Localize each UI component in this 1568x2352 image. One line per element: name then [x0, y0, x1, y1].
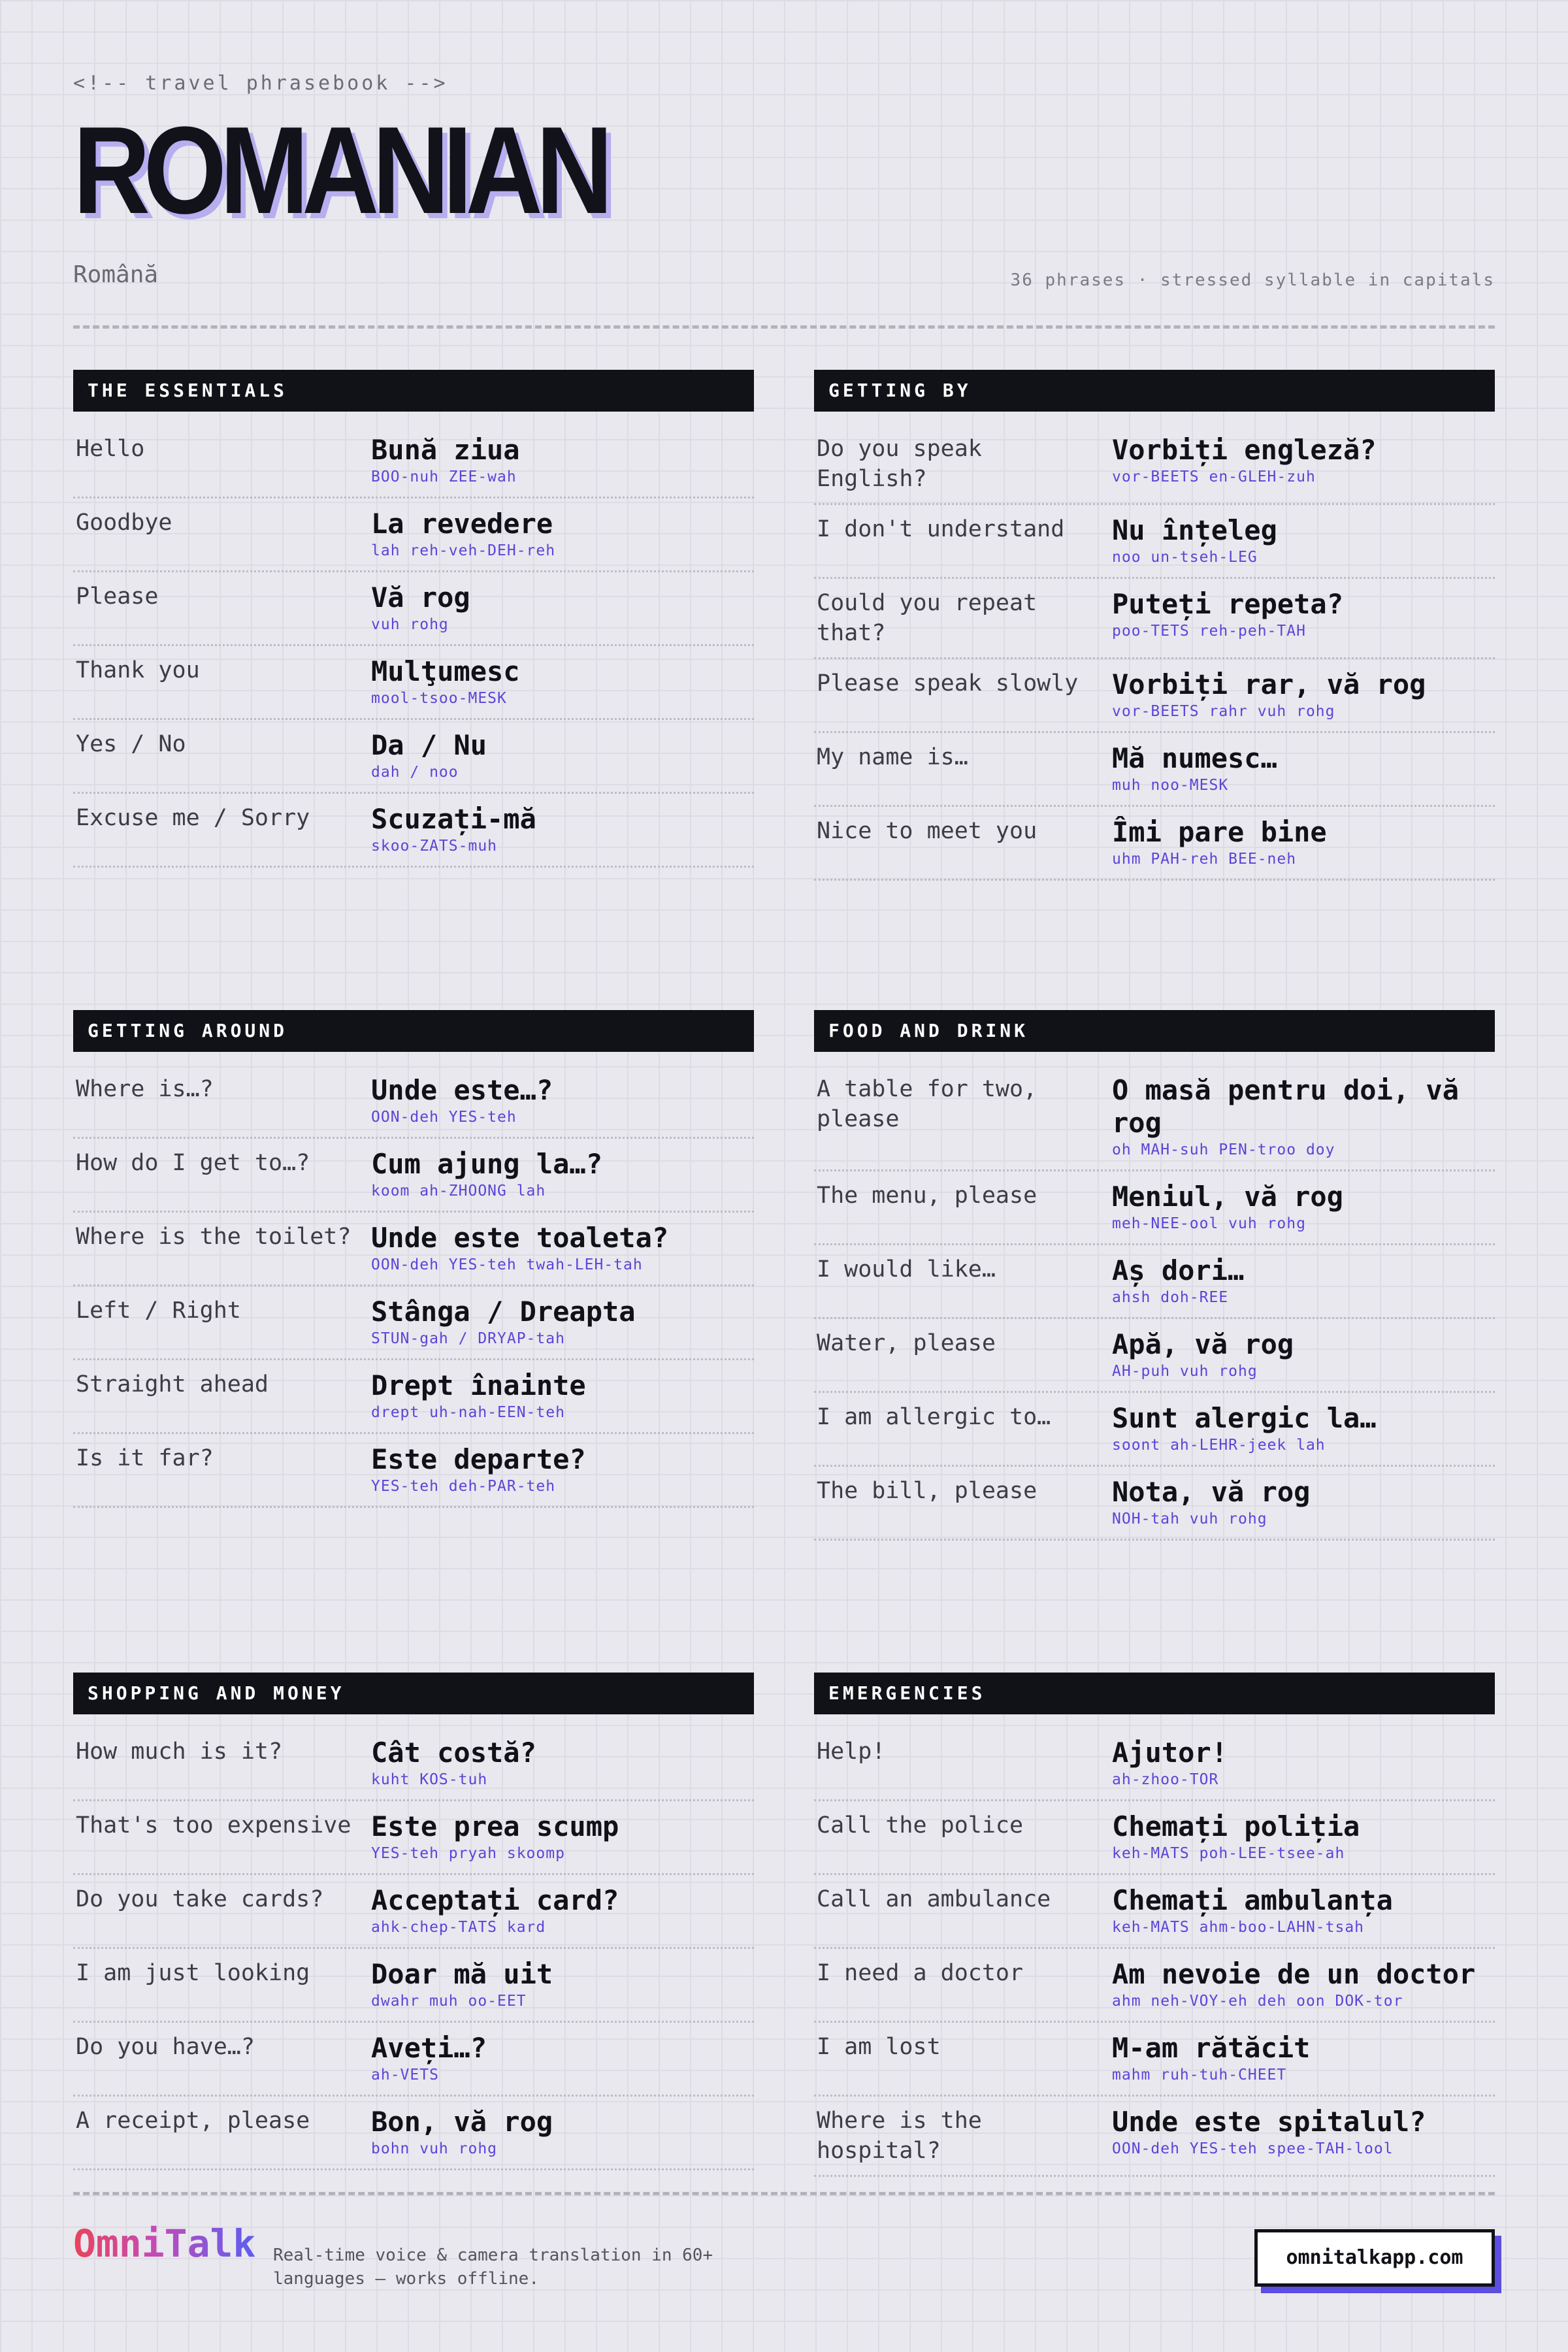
phrase-romanian: Scuzați-mă — [371, 803, 536, 835]
phrase-pronunciation: STUN-gah / DRYAP-tah — [371, 1330, 565, 1347]
phrase-row — [814, 425, 1495, 505]
phrase-english: Where is the toilet? — [76, 1224, 351, 1250]
phrase-row — [73, 572, 754, 646]
top-divider — [73, 325, 1495, 329]
phrase-romanian: Da / Nu — [371, 729, 487, 761]
phrase-translation — [1112, 742, 1495, 796]
phrase-pronunciation: skoo-ZATS-muh — [371, 838, 498, 855]
phrase-english: I am allergic to… — [817, 1404, 1051, 1430]
phrase-translation — [371, 1296, 754, 1349]
section-shopping-and-money — [73, 1673, 754, 2170]
phrase-pronunciation: mahm ruh-tuh-CHEET — [1112, 2066, 1287, 2083]
phrase-translation — [1112, 1181, 1495, 1234]
website-badge[interactable] — [1254, 2229, 1495, 2287]
phrase-english: Where is…? — [76, 1076, 214, 1102]
phrase-pronunciation: meh-NEE-ool vuh rohg — [1112, 1215, 1306, 1232]
phrase-english: I would like… — [817, 1256, 996, 1282]
phrase-translation — [1112, 434, 1495, 494]
phrase-romanian: Unde este toaleta? — [371, 1222, 669, 1254]
phrase-pronunciation: ah-zhoo-TOR — [1112, 1771, 1219, 1788]
phrase-romanian: Nota, vă rog — [1112, 1476, 1311, 1508]
phrase-row — [814, 1065, 1495, 1171]
phrase-english: I don't understand — [817, 516, 1065, 542]
section-heading: THE ESSENTIALS — [73, 370, 754, 412]
phrase-romanian: Unde este spitalul? — [1112, 2106, 1426, 2138]
phrase-translation — [371, 1074, 754, 1128]
phrase-row — [814, 1467, 1495, 1541]
phrase-row — [814, 1727, 1495, 1801]
phrase-english: I am lost — [817, 2034, 941, 2060]
phrase-pronunciation: OON-deh YES-teh — [371, 1109, 517, 1126]
phrase-row — [73, 1065, 754, 1139]
section-food-and-drink — [814, 1010, 1495, 1541]
phrase-row — [814, 1801, 1495, 1875]
phrase-row — [73, 1727, 754, 1801]
phrase-pronunciation: keh-MATS poh-LEE-tsee-ah — [1112, 1845, 1345, 1862]
phrase-english: My name is… — [817, 744, 968, 770]
phrase-english: Left / Right — [76, 1298, 241, 1324]
phrase-row — [814, 733, 1495, 807]
phrase-translation — [371, 1369, 754, 1423]
phrase-pronunciation: koom ah-ZHOONG lah — [371, 1183, 546, 1200]
phrase-pronunciation: keh-MATS ahm-boo-LAHN-tsah — [1112, 1919, 1365, 1936]
phrase-pronunciation: OON-deh YES-teh spee-TAH-lool — [1112, 2140, 1394, 2157]
phrase-romanian: Unde este…? — [371, 1074, 553, 1106]
phrase-row — [73, 1139, 754, 1213]
phrase-pronunciation: mool-tsoo-MESK — [371, 690, 507, 707]
phrase-romanian: Apă, vă rog — [1112, 1328, 1294, 1360]
phrase-translation — [1112, 1476, 1495, 1529]
eyebrow-label: <!-- travel phrasebook --> — [73, 72, 448, 95]
phrase-romanian: Ajutor! — [1112, 1737, 1228, 1769]
phrase-translation — [1112, 1328, 1495, 1382]
phrase-romanian: Bon, vă rog — [371, 2106, 553, 2138]
phrase-row — [73, 1801, 754, 1875]
phrase-english: Yes / No — [76, 731, 186, 757]
phrase-row — [814, 1171, 1495, 1245]
phrase-translation — [371, 1958, 754, 2012]
phrase-english: Call an ambulance — [817, 1886, 1051, 1912]
phrase-english: Could you repeat that? — [817, 590, 1037, 646]
phrase-romanian: Stânga / Dreapta — [371, 1296, 636, 1328]
phrase-pronunciation: YES-teh pryah skoomp — [371, 1845, 565, 1862]
phrase-pronunciation: BOO-nuh ZEE-wah — [371, 468, 517, 485]
phrase-pronunciation: dwahr muh oo-EET — [371, 1993, 527, 2010]
phrase-row — [814, 807, 1495, 881]
phrase-romanian: Sunt alergic la… — [1112, 1402, 1377, 1434]
website-link[interactable]: omnitalkapp.com — [1254, 2229, 1495, 2287]
native-language-name: Română — [73, 261, 159, 288]
phrase-translation — [371, 729, 754, 783]
phrase-row — [73, 2023, 754, 2097]
phrase-english: The menu, please — [817, 1183, 1037, 1209]
phrase-translation — [371, 1222, 754, 1275]
phrase-translation — [371, 655, 754, 709]
phrase-pronunciation: noo un-tseh-LEG — [1112, 549, 1258, 566]
phrase-translation — [1112, 1958, 1495, 2012]
phrase-romanian: Acceptați card? — [371, 1884, 619, 1916]
phrase-translation — [371, 2106, 754, 2159]
phrase-translation — [1112, 588, 1495, 648]
phrase-english: Excuse me / Sorry — [76, 805, 310, 831]
phrase-pronunciation: drept uh-nah-EEN-teh — [371, 1404, 565, 1421]
section-heading: GETTING AROUND — [73, 1010, 754, 1052]
phrase-pronunciation: ahm neh-VOY-eh deh oon DOK-tor — [1112, 1993, 1403, 2010]
phrase-romanian: Mulţumesc — [371, 655, 520, 687]
phrase-english: Goodbye — [76, 510, 172, 536]
section-getting-by — [814, 370, 1495, 881]
phrase-row — [814, 1875, 1495, 1949]
section-heading: FOOD AND DRINK — [814, 1010, 1495, 1052]
section-heading: EMERGENCIES — [814, 1673, 1495, 1714]
phrase-row — [73, 1949, 754, 2023]
phrase-english: I am just looking — [76, 1960, 310, 1986]
phrase-english: Thank you — [76, 657, 200, 683]
phrase-romanian: Aveți…? — [371, 2032, 487, 2064]
phrase-romanian: M-am rătăcit — [1112, 2032, 1311, 2064]
phrase-romanian: Doar mă uit — [371, 1958, 553, 1990]
phrase-english: Help! — [817, 1739, 886, 1765]
phrase-pronunciation: YES-teh deh-PAR-teh — [371, 1478, 556, 1495]
phrase-row — [814, 1319, 1495, 1393]
phrase-translation — [371, 1884, 754, 1938]
phrase-translation — [1112, 1737, 1495, 1790]
phrase-row — [73, 1434, 754, 1508]
section-the-essentials — [73, 370, 754, 868]
phrase-romanian: Vă rog — [371, 581, 470, 613]
phrase-english: Do you speak English? — [817, 436, 982, 492]
section-emergencies — [814, 1673, 1495, 2177]
phrase-pronunciation: bohn vuh rohg — [371, 2140, 498, 2157]
phrase-translation — [1112, 2032, 1495, 2085]
phrase-romanian: Este departe? — [371, 1443, 586, 1475]
phrase-row — [814, 1393, 1495, 1467]
phrase-pronunciation: ahk-chep-TATS kard — [371, 1919, 546, 1936]
phrase-translation — [371, 1810, 754, 1864]
phrase-romanian: Nu înțeleg — [1112, 514, 1277, 546]
phrase-pronunciation: vuh rohg — [371, 616, 449, 633]
phrase-romanian: O masă pentru doi, vă rog — [1112, 1074, 1460, 1139]
phrase-row — [73, 646, 754, 720]
phrase-romanian: Vorbiți engleză? — [1112, 434, 1377, 466]
phrase-translation — [1112, 816, 1495, 870]
phrase-romanian: Mă numesc… — [1112, 742, 1277, 774]
phrase-english: I need a doctor — [817, 1960, 1024, 1986]
phrase-english: Hello — [76, 436, 145, 462]
phrase-pronunciation: ah-VETS — [371, 2066, 439, 2083]
phrase-translation — [1112, 1254, 1495, 1308]
bottom-divider — [73, 2192, 1495, 2195]
phrase-row — [814, 1245, 1495, 1319]
phrase-row — [73, 2097, 754, 2170]
phrase-pronunciation: uhm PAH-reh BEE-neh — [1112, 851, 1297, 868]
phrase-row — [73, 498, 754, 572]
phrase-romanian: Aș dori… — [1112, 1254, 1245, 1286]
section-heading: SHOPPING AND MONEY — [73, 1673, 754, 1714]
phrase-romanian: Meniul, vă rog — [1112, 1181, 1344, 1213]
phrase-translation — [371, 434, 754, 487]
phrase-romanian: Cât costă? — [371, 1737, 536, 1769]
phrase-pronunciation: lah reh-veh-DEH-reh — [371, 542, 556, 559]
phrase-row — [73, 1875, 754, 1949]
brand-logo: OmniTalk — [73, 2221, 256, 2266]
phrase-translation — [371, 803, 754, 857]
phrase-pronunciation: NOH-tah vuh rohg — [1112, 1511, 1267, 1527]
phrase-pronunciation: oh MAH-suh PEN-troo doy — [1112, 1141, 1335, 1158]
phrase-row — [814, 1949, 1495, 2023]
phrase-pronunciation: AH-puh vuh rohg — [1112, 1363, 1258, 1380]
phrase-english: Nice to meet you — [817, 818, 1037, 844]
phrase-romanian: Chemați poliția — [1112, 1810, 1360, 1842]
phrase-translation — [1112, 1810, 1495, 1864]
phrase-english: A receipt, please — [76, 2108, 310, 2134]
page-title: ROMANIAN — [73, 101, 607, 240]
phrase-row — [73, 425, 754, 498]
phrase-english: Please — [76, 583, 159, 610]
phrase-romanian: Îmi pare bine — [1112, 816, 1327, 848]
phrase-row — [814, 659, 1495, 733]
phrase-row — [814, 2097, 1495, 2177]
phrase-english: Where is the hospital? — [817, 2108, 982, 2164]
phrase-translation — [1112, 1402, 1495, 1456]
phrase-pronunciation: vor-BEETS rahr vuh rohg — [1112, 703, 1335, 720]
phrase-english: How much is it? — [76, 1739, 283, 1765]
phrase-translation — [371, 508, 754, 561]
phrase-row — [73, 720, 754, 794]
phrase-english: Do you have…? — [76, 2034, 255, 2060]
phrase-translation — [1112, 2106, 1495, 2166]
phrase-row — [814, 579, 1495, 659]
phrase-pronunciation: vor-BEETS en-GLEH-zuh — [1112, 468, 1316, 485]
phrase-row — [814, 2023, 1495, 2097]
phrasebook-page — [73, 0, 1495, 2352]
phrase-english: Call the police — [817, 1812, 1024, 1838]
phrase-romanian: La revedere — [371, 508, 553, 540]
phrase-row — [73, 1286, 754, 1360]
phrase-pronunciation: ahsh doh-REE — [1112, 1289, 1229, 1306]
phrase-english: Do you take cards? — [76, 1886, 324, 1912]
phrase-count-note: 36 phrases · stressed syllable in capitals — [1010, 270, 1495, 290]
phrase-row — [73, 1213, 754, 1286]
phrase-pronunciation: OON-deh YES-teh twah-LEH-tah — [371, 1256, 643, 1273]
phrase-translation — [371, 2032, 754, 2085]
section-getting-around — [73, 1010, 754, 1508]
phrase-translation — [371, 1443, 754, 1497]
phrase-english: How do I get to…? — [76, 1150, 310, 1176]
phrase-romanian: Cum ajung la…? — [371, 1148, 603, 1180]
phrase-romanian: Am nevoie de un doctor — [1112, 1958, 1476, 1990]
phrase-romanian: Puteți repeta? — [1112, 588, 1344, 620]
phrase-english: The bill, please — [817, 1478, 1037, 1504]
phrase-translation — [1112, 1074, 1495, 1160]
phrase-translation — [371, 581, 754, 635]
phrase-translation — [1112, 668, 1495, 722]
phrase-pronunciation: kuht KOS-tuh — [371, 1771, 488, 1788]
phrase-english: A table for two, please — [817, 1076, 1037, 1132]
brand-tagline: Real-time voice & camera translation in 60+ languages — works offline. — [273, 2246, 713, 2289]
phrase-english: Straight ahead — [76, 1371, 269, 1397]
section-heading: GETTING BY — [814, 370, 1495, 412]
phrase-pronunciation: poo-TETS reh-peh-TAH — [1112, 623, 1306, 640]
phrase-pronunciation: soont ah-LEHR-jeek lah — [1112, 1437, 1326, 1454]
phrase-english: Is it far? — [76, 1445, 214, 1471]
phrase-english: Please speak slowly — [817, 670, 1079, 696]
phrase-translation — [371, 1148, 754, 1201]
phrase-romanian: Este prea scump — [371, 1810, 619, 1842]
phrase-pronunciation: muh noo-MESK — [1112, 777, 1229, 794]
phrase-romanian: Vorbiți rar, vă rog — [1112, 668, 1426, 700]
phrase-romanian: Drept înainte — [371, 1369, 586, 1401]
phrase-translation — [1112, 514, 1495, 568]
phrase-pronunciation: dah / noo — [371, 764, 459, 781]
phrase-row — [73, 1360, 754, 1434]
phrase-romanian: Chemați ambulanța — [1112, 1884, 1393, 1916]
phrase-translation — [371, 1737, 754, 1790]
phrase-english: That's too expensive — [76, 1812, 351, 1838]
phrase-row — [814, 505, 1495, 579]
phrase-romanian: Bună ziua — [371, 434, 520, 466]
phrase-row — [73, 794, 754, 868]
phrase-english: Water, please — [817, 1330, 996, 1356]
phrase-translation — [1112, 1884, 1495, 1938]
